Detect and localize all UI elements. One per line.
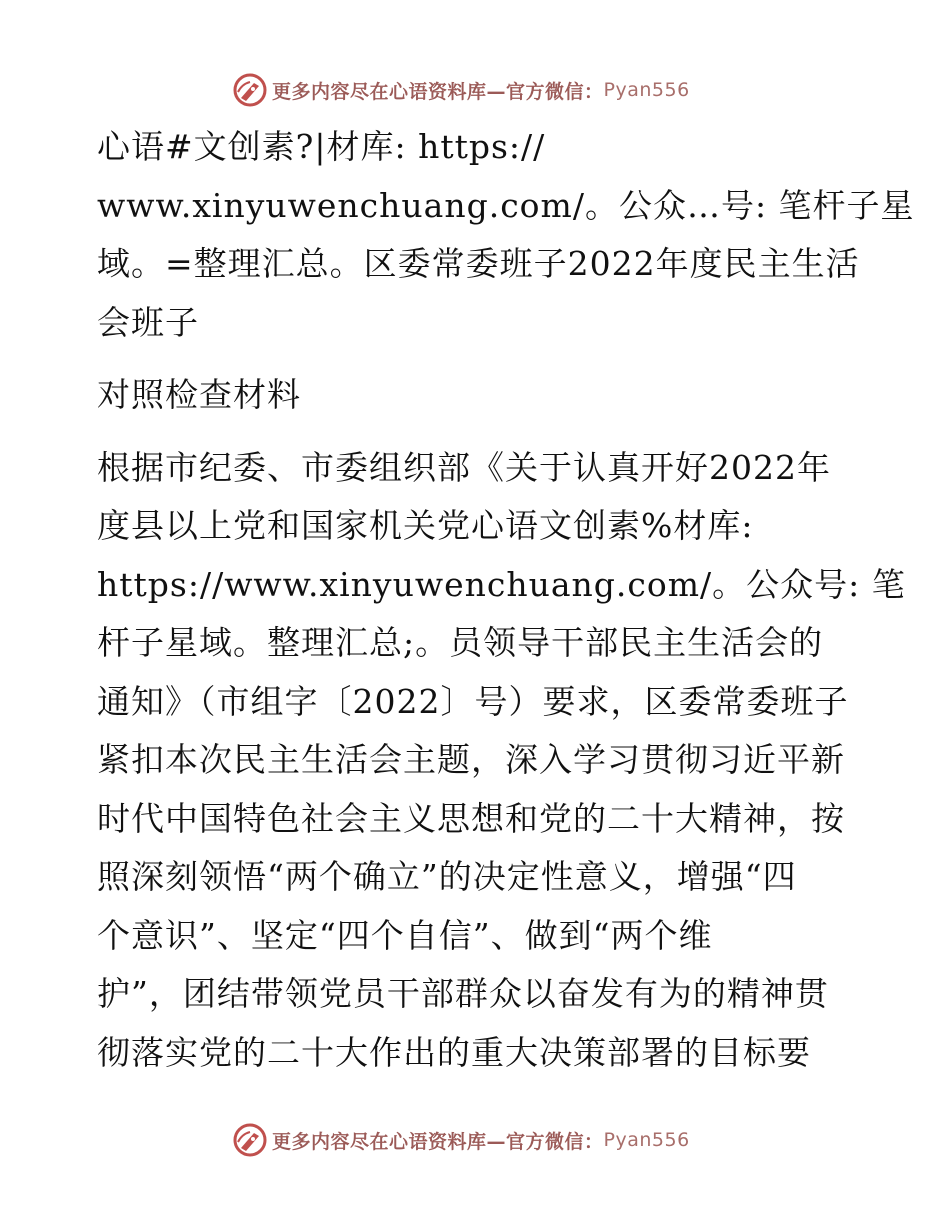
pen-nib-circle-logo-icon xyxy=(232,72,268,108)
footer-banner-text: 更多内容尽在心语资料库—官方微信： xyxy=(272,1130,604,1153)
pen-nib-circle-logo-icon xyxy=(232,1122,268,1158)
paragraph-subtitle xyxy=(97,366,857,425)
header-banner-text: 更多内容尽在心语资料库—官方微信： xyxy=(272,80,604,103)
text-line: 个意识”、坚定“四个自信”、做到“两个维 xyxy=(97,915,713,955)
paragraph-body xyxy=(97,439,906,1083)
text-line: 彻落实党的二十大作出的重大决策部署的目标要 xyxy=(97,1032,811,1072)
header-wechat-id: Pyan556 xyxy=(603,79,690,101)
text-line: https://www.xinyuwenchuang.com/。公众号: 笔 xyxy=(97,564,906,604)
header-banner xyxy=(232,70,690,110)
paragraph-intro xyxy=(97,118,915,352)
footer-banner xyxy=(232,1120,690,1160)
text-line: 对照检查材料 xyxy=(97,375,301,414)
text-line: 照深刻领悟“两个确立”的决定性意义，增强“四 xyxy=(97,857,797,896)
text-line: 通知》（市组字〔2022〕号）要求，区委常委班子 xyxy=(97,681,849,721)
text-line: 根据市纪委、市委组织部《关于认真开好2022年 xyxy=(97,447,831,487)
document-body xyxy=(97,118,915,1082)
footer-wechat-id: Pyan556 xyxy=(603,1129,690,1151)
text-line: 紧扣本次民主生活会主题，深入学习贯彻习近平新 xyxy=(97,740,845,779)
text-line: 域。=整理汇总。区委常委班子2022年度民主生活 xyxy=(97,244,860,283)
text-line: 度县以上党和国家机关党心语文创素%材库: xyxy=(97,506,754,545)
text-line: 杆子星域。整理汇总;。员领导干部民主生活会的 xyxy=(97,623,824,662)
text-line: 护”，团结带领党员干部群众以奋发有为的精神贯 xyxy=(97,974,829,1013)
text-line: 时代中国特色社会主义思想和党的二十大精神，按 xyxy=(97,798,845,838)
text-line: 心语#文创素?|材库: https:// xyxy=(97,127,546,166)
text-line: www.xinyuwenchuang.com/。公众…号: 笔杆子星 xyxy=(97,185,915,225)
text-line: 会班子 xyxy=(97,302,199,342)
